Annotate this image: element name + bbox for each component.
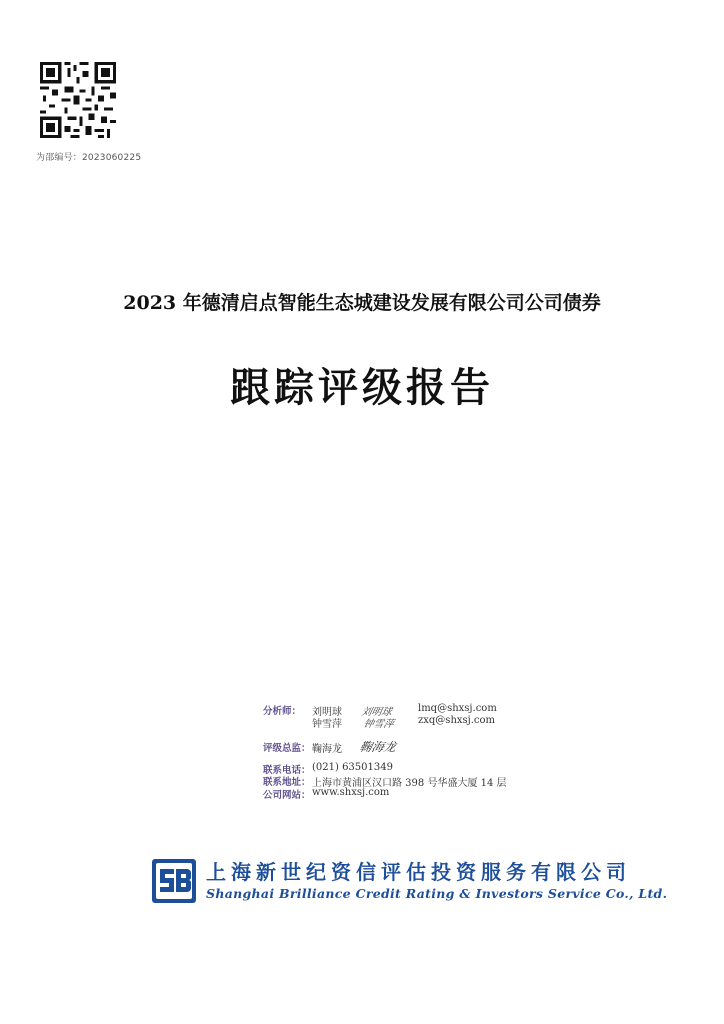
phone-value: (021) 63501349 — [312, 762, 393, 773]
sb-logo-icon — [152, 859, 196, 903]
company-name-cn: 上海新世纪资信评估投资服务有限公司 — [206, 860, 631, 884]
qr-code-icon — [40, 62, 116, 138]
address-value: 上海市黄浦区汉口路 398 号华盛大厦 14 层 — [312, 778, 507, 789]
director-label: 评级总监： — [263, 743, 311, 754]
analyst-signature: 刘明球 — [360, 707, 393, 718]
analyst-name: 刘明球 — [312, 707, 342, 718]
phone-label: 联系电话： — [263, 765, 311, 776]
analyst-signature: 钟雪萍 — [362, 719, 395, 730]
company-name-en: Shanghai Brilliance Credit Rating & Investors Service Co., Ltd. — [206, 886, 668, 901]
address-label: 联系地址： — [263, 777, 311, 788]
analyst-email: zxq@shxsj.com — [418, 715, 496, 726]
website-value: www.shxsj.com — [312, 787, 390, 798]
report-subtitle: 跟踪评级报告 — [230, 364, 494, 411]
analyst-name: 钟雪萍 — [312, 719, 342, 730]
analysts-label: 分析师： — [263, 706, 302, 717]
director-name: 鞠海龙 — [312, 744, 342, 755]
website-label: 公司网站： — [263, 790, 311, 801]
report-serial-number: 为邵编号：2023060225 — [36, 153, 142, 163]
director-signature: 鞠海龙 — [358, 740, 398, 754]
analyst-email: lmq@shxsj.com — [418, 703, 497, 714]
report-title: 2023 年德清启点智能生态城建设发展有限公司公司债券 — [123, 292, 601, 314]
